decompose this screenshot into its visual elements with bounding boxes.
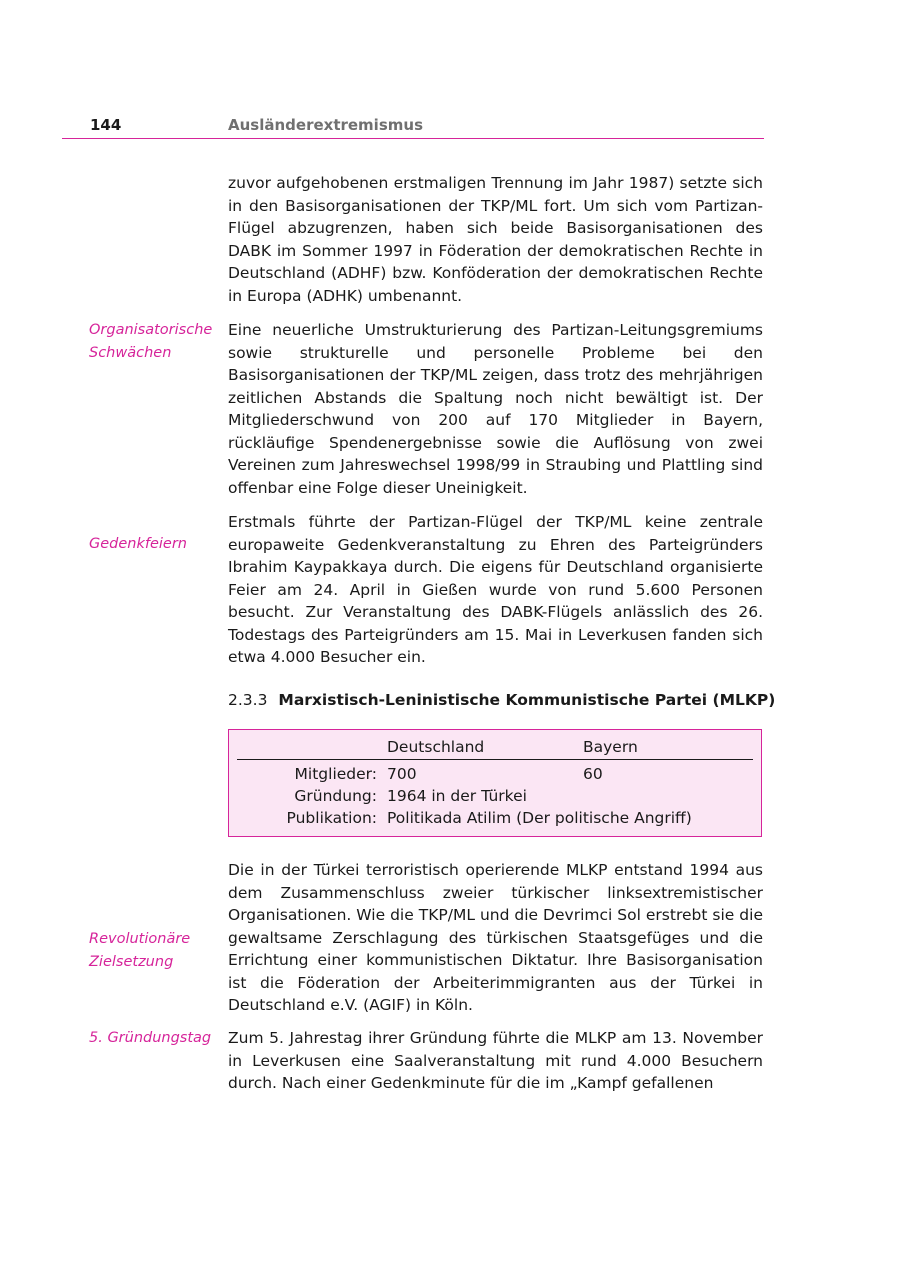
page-header (62, 114, 764, 139)
factbox-publication-value: Politikada Atilim (Der politische Angriff) (387, 809, 692, 827)
factbox-publication-label: Publikation: (286, 809, 377, 827)
paragraph-5: Zum 5. Jahrestag ihrer Gründung führte die MLKP am 13. November in Leverkusen eine Saalveranstaltung mit rund 4.000 Besuchern durch. Nach einer Gedenkminute für die im „Kampf gefallenen (228, 1029, 763, 1092)
factbox-col-germany: Deutschland (387, 738, 485, 756)
margin-note-revolutionaere-zielsetzung: Revolutionäre Zielsetzung (89, 931, 191, 970)
paragraph-4: Die in der Türkei terroristisch operierende MLKP entstand 1994 aus dem Zusammenschluss zweier türkischer linksextremistischer Organisationen. Wie die TKP/ML und die Devrimci Sol erstrebt sie die gewaltsame Zerschlagung des türkischen Staatsgefüges und die Errichtung einer kommunistischen Diktatur. Ihre Basisorganisation ist die Föderation der Arbeiterimmigranten aus der Türkei in Deutschland e.V. (AGIF) in Köln. (228, 861, 763, 1014)
factbox-members-label: Mitglieder: (294, 765, 377, 783)
margin-note-gruendungstag: 5. Gründungstag (89, 1030, 212, 1046)
margin-note-gedenkfeiern: Gedenkfeiern (89, 536, 187, 552)
paragraph-1: zuvor aufgehobenen erstmaligen Trennung im Jahr 1987) setzte sich in den Basisorganisationen der TKP/ML fort. Um sich vom Partizan-Flügel abzugrenzen, haben sich beide Basisorganisationen des DABK im Sommer 1997 in Föderation der demokratischen Rechte in Deutschland (ADHF) bzw. Konföderation der demokratischen Rechte in Europa (ADHK) umbenannt. (228, 174, 763, 305)
margin-note-organisatorische-schwaechen: Organisatorische Schwächen (89, 322, 213, 361)
paragraph-2: Eine neuerliche Umstrukturierung des Partizan-Leitungsgremiums sowie strukturelle und personelle Probleme bei den Basisorganisationen der TKP/ML zeigen, dass trotz des mehrjährigen zeitlichen Abstands die Spaltung noch nicht bewältigt ist. Der Mitgliederschwund von 200 auf 170 Mitglieder in Bayern, rückläufige Spendenergebnisse sowie die Auflösung von zwei Vereinen zum Jahreswechsel 1998/99 in Straubing und Plattling sind offenbar eine Folge dieser Uneinigkeit. (228, 321, 763, 497)
factbox-founding-value: 1964 in der Türkei (387, 787, 527, 805)
factbox-members-bavaria: 60 (583, 765, 603, 783)
section-number: 2.3.3 (228, 691, 268, 709)
running-title: Ausländerextremismus (228, 116, 423, 134)
section-title: Marxistisch-Leninistische Kommunistische Partei (MLKP) (278, 691, 776, 709)
factbox-col-bavaria: Bayern (583, 738, 638, 756)
factbox-divider (237, 759, 753, 760)
factbox-members-germany: 700 (387, 765, 417, 783)
paragraph-3: Erstmals führte der Partizan-Flügel der TKP/ML keine zentrale europaweite Gedenkveranstaltung zu Ehren des Parteigründers Ibrahim Kaypakkaya durch. Die eigens für Deutschland organisierte Feier am 24. April in Gießen wurde von rund 5.600 Personen besucht. Zur Veranstaltung des DABK-Flügels anlässlich des 26. Todestags des Parteigründers am 15. Mai in Leverkusen fanden sich etwa 4.000 Besucher ein. (228, 513, 763, 666)
section-heading (228, 689, 788, 711)
fact-box (228, 729, 762, 837)
factbox-founding-label: Gründung: (294, 787, 377, 805)
page-number: 144 (90, 116, 122, 134)
